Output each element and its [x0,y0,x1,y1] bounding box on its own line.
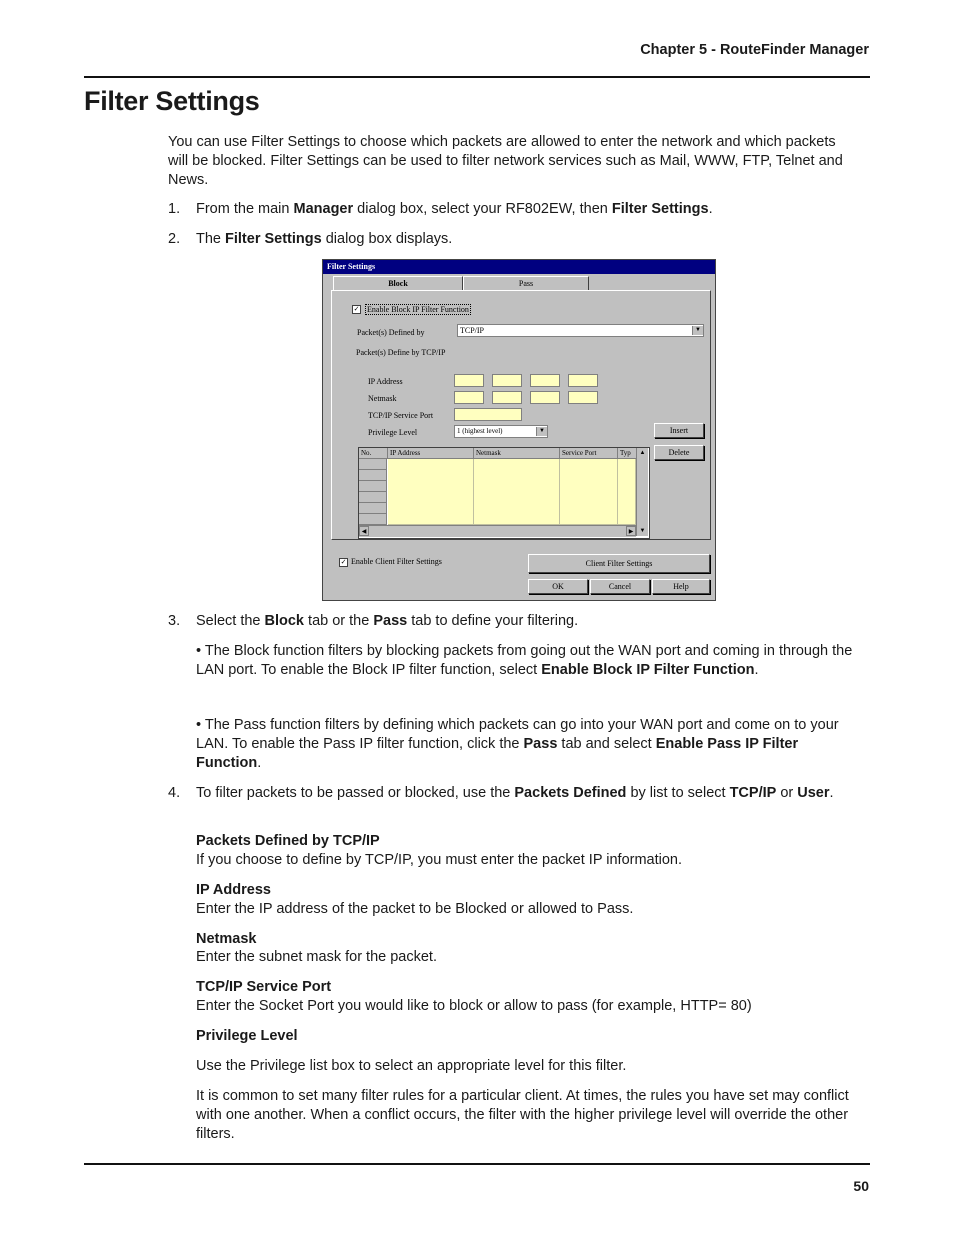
ip-octet-4-field[interactable] [568,374,598,387]
step-1-text: From the main Manager dialog box, select your RF802EW, then Filter Settings. [196,201,713,217]
ip-octet-2-field[interactable] [492,374,522,387]
packets-defined-value: TCP/IP [460,326,485,335]
ip-octet-3-field[interactable] [530,374,560,387]
header-rule [84,76,870,78]
column-header-service-port: Service Port [560,448,618,459]
service-port-label: TCP/IP Service Port [368,411,434,420]
netmask-octet-3-field[interactable] [530,391,560,404]
tab-block[interactable]: Block [333,276,463,291]
column-header-type: Typ [618,448,644,459]
client-filter-settings-button[interactable]: Client Filter Settings [528,554,710,573]
netmask-column-cells[interactable] [474,459,560,525]
netmask-label: Netmask [368,394,397,403]
enable-block-checkbox[interactable]: ✓ [353,305,360,313]
step-4-number: 4. [168,785,181,801]
block-function-bullet: • The Block function filters by blocking packets from going out the WAN port and coming in through the LAN port. To enable the Block IP filter function, select Enable Block IP Filter Function. [196,643,853,678]
table-row[interactable] [359,492,387,503]
scroll-down-icon[interactable]: ▼ [639,528,646,534]
netmask-text: Enter the subnet mask for the packet. [196,949,437,965]
ip-octet-1-field[interactable] [454,374,484,387]
filter-settings-dialog [322,259,716,601]
packets-defined-select[interactable] [457,324,704,337]
step-3-number: 3. [168,613,181,629]
service-port-field[interactable] [454,408,522,421]
help-button[interactable]: Help [652,579,710,594]
step-2-number: 2. [168,231,181,247]
table-row[interactable] [359,481,387,492]
tcpip-service-port-text: Enter the Socket Port you would like to block or allow to pass (for example, HTTP= 80) [196,998,752,1014]
service-port-column-cells[interactable] [560,459,618,525]
intro-paragraph: You can use Filter Settings to choose which packets are allowed to enter the network and which packets will be blocked. Filter Settings can be used to filter network services such as Mail, WWW, FTP, Telnet and News. [168,134,843,188]
enable-client-checkbox[interactable]: ✓ [340,558,347,566]
conflict-paragraph: It is common to set many filter rules for a particular client. At times, the rules you have set may conflict with one another. When a conflict occurs, the filter with the higher privilege level will override the other filters. [196,1088,849,1142]
ip-address-text: Enter the IP address of the packet to be Blocked or allowed to Pass. [196,901,634,917]
chevron-down-icon[interactable]: ▼ [536,427,547,436]
type-column-cells[interactable] [618,459,636,525]
table-row[interactable] [359,503,387,514]
delete-button[interactable]: Delete [654,445,704,460]
page-number: 50 [853,1178,869,1194]
netmask-octet-4-field[interactable] [568,391,598,404]
column-header-no: No. [359,448,388,459]
chevron-down-icon[interactable]: ▼ [692,326,703,335]
pass-function-bullet: • The Pass function filters by defining which packets can go into your WAN port and come on to your LAN. To enable the Pass IP filter function, click the Pass tab and select Enable Pass IP Filter Function. [196,717,839,771]
netmask-octet-2-field[interactable] [492,391,522,404]
scroll-up-icon[interactable]: ▲ [639,450,646,456]
privilege-level-select[interactable] [454,425,548,438]
page-title: Filter Settings [84,86,260,116]
cancel-button[interactable]: Cancel [590,579,650,594]
subhead-tcpip-service-port: TCP/IP Service Port [196,979,332,995]
ok-button[interactable]: OK [528,579,588,594]
step-2-text: The Filter Settings dialog box displays. [196,231,453,247]
ip-address-label: IP Address [368,377,403,386]
horizontal-scrollbar[interactable] [359,525,636,537]
subhead-netmask: Netmask [196,931,257,947]
scroll-right-icon[interactable]: ▶ [626,526,636,536]
tab-pass[interactable]: Pass [463,276,589,291]
table-row[interactable] [359,470,387,481]
footer-rule [84,1163,870,1165]
enable-block-label: Enable Block IP Filter Function [367,305,469,314]
block-tab-panel [331,290,711,540]
column-header-netmask: Netmask [474,448,560,459]
privilege-level-label: Privilege Level [368,428,418,437]
ip-address-column-cells[interactable] [388,459,474,525]
step-4-text: To filter packets to be passed or blocked, use the Packets Defined by list to select TCP/IP or User. [196,785,834,801]
subhead-ip-address: IP Address [196,882,271,898]
packets-defined-tcpip-text: If you choose to define by TCP/IP, you must enter the packet IP information. [196,852,683,868]
scroll-left-icon[interactable]: ◀ [359,526,369,536]
subhead-privilege-level: Privilege Level [196,1028,298,1044]
enable-client-label: Enable Client Filter Settings [351,557,442,566]
vertical-scrollbar[interactable] [636,448,648,536]
step-3-text: Select the Block tab or the Pass tab to define your filtering. [196,613,579,629]
table-row[interactable] [359,514,387,525]
netmask-octet-1-field[interactable] [454,391,484,404]
table-row[interactable] [359,459,387,470]
privilege-text: Use the Privilege list box to select an appropriate level for this filter. [196,1058,627,1074]
packets-defined-label: Packet(s) Defined by [357,328,425,337]
step-1-number: 1. [168,201,181,217]
subhead-packets-defined-tcpip: Packets Defined by TCP/IP [196,833,380,849]
define-by-tcpip-group: Packet(s) Define by TCP/IP [356,348,446,357]
filter-rules-table [358,447,650,539]
chapter-header: Chapter 5 - RouteFinder Manager [640,42,869,58]
privilege-level-value: 1 (highest level) [457,427,503,435]
insert-button[interactable]: Insert [654,423,704,438]
dialog-title-bar: Filter Settings [323,260,715,274]
column-header-ip-address: IP Address [388,448,474,459]
